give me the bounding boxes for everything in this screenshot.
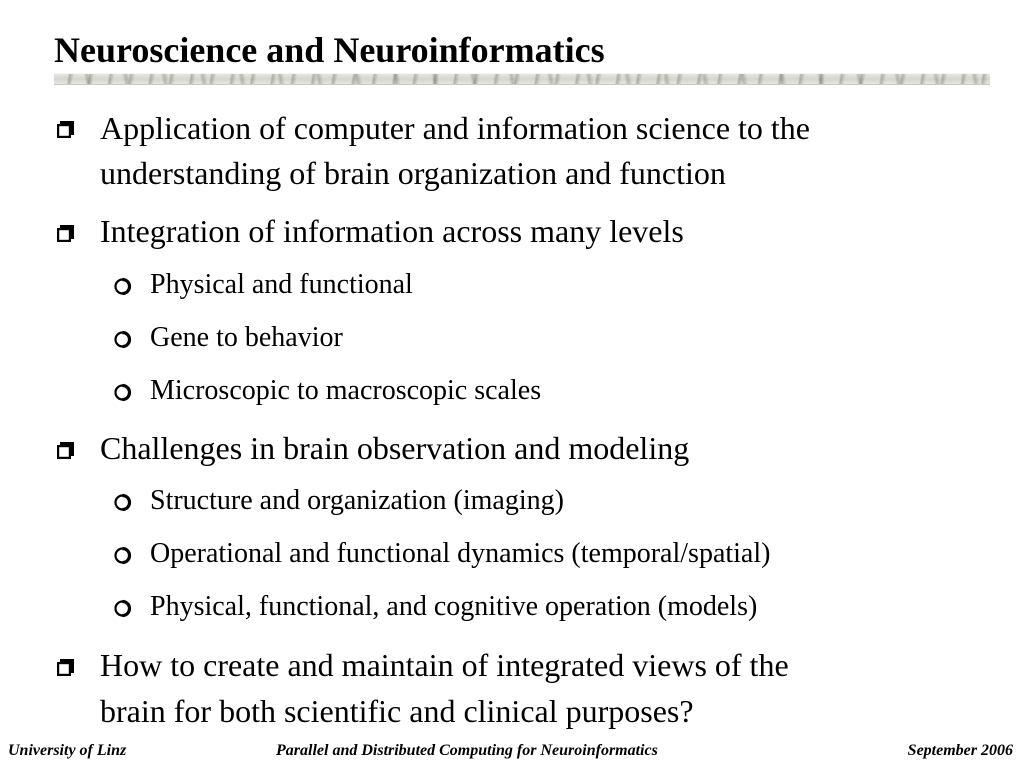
footer-course-title: Parallel and Distributed Computing for Neuroinformatics (276, 742, 658, 759)
bullet-2-subitem-3: Microscopic to macroscopic scales (150, 375, 542, 406)
square-box-bullet-icon (57, 442, 74, 459)
bullet-3-subitem-3: Physical, functional, and cognitive operation (models) (150, 591, 758, 622)
title-divider (54, 73, 990, 85)
bullet-2-line-1: Integration of information across many levels (100, 213, 684, 249)
square-box-bullet-icon (57, 659, 74, 676)
slide-title: Neuroscience and Neuroinformatics (54, 30, 605, 70)
circle-bullet-icon (113, 277, 132, 296)
bullet-3-line-1: Challenges in brain observation and modeling (100, 430, 690, 466)
circle-bullet-icon (113, 546, 132, 565)
bullet-2-subitem-2: Gene to behavior (150, 322, 343, 353)
circle-bullet-icon (113, 599, 132, 618)
bullet-2-subitem-1: Physical and functional (150, 269, 413, 300)
bullet-3-subitem-2: Operational and functional dynamics (temporal/spatial) (150, 538, 771, 569)
bullet-4-line-2: brain for both scientific and clinical purposes? (100, 693, 694, 729)
bullet-3-subitem-1: Structure and organization (imaging) (150, 485, 564, 516)
square-box-bullet-icon (57, 121, 74, 138)
circle-bullet-icon (113, 493, 132, 512)
bullet-1-line-1: Application of computer and information science to the (100, 110, 810, 146)
footer-date: September 2006 (907, 742, 1013, 759)
bullet-1-line-2: understanding of brain organization and function (100, 155, 726, 191)
bullet-4-line-1: How to create and maintain of integrated views of the (100, 647, 789, 683)
square-box-bullet-icon (57, 225, 74, 242)
circle-bullet-icon (113, 330, 132, 349)
circle-bullet-icon (113, 383, 132, 402)
footer-university: University of Linz (8, 742, 127, 759)
